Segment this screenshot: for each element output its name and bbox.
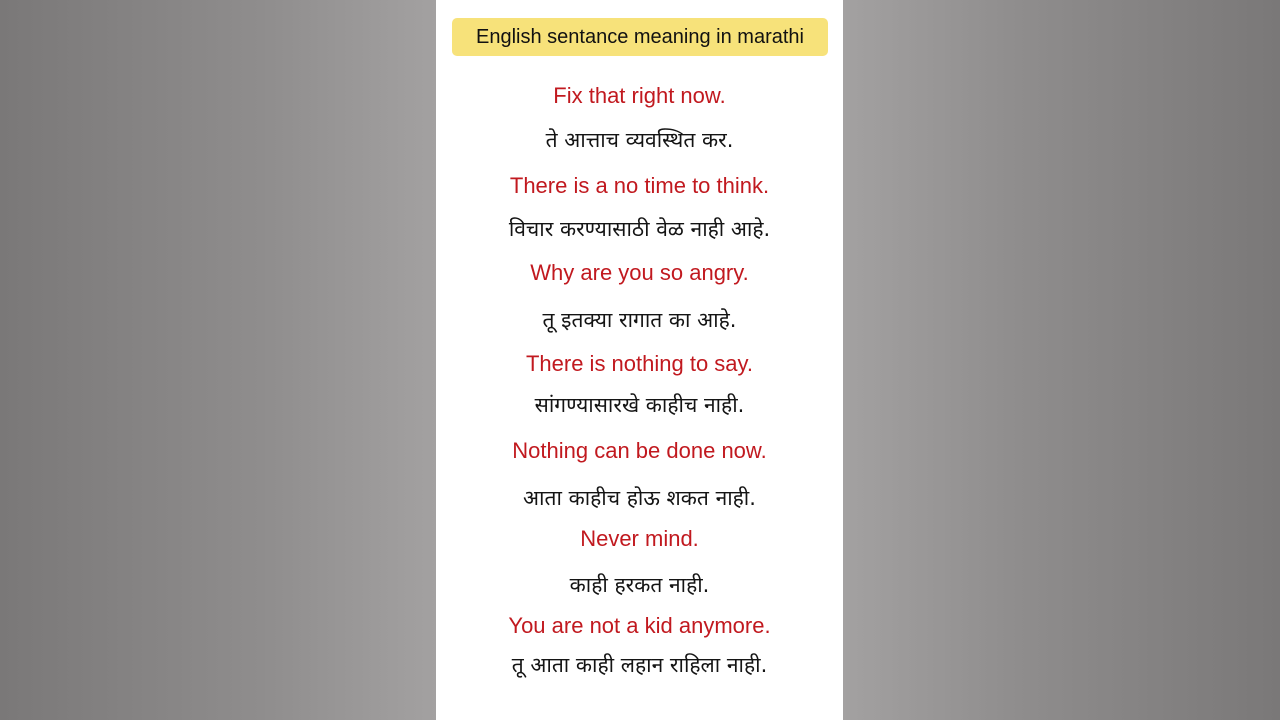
marathi-meaning-2: विचार करण्यासाठी वेळ नाही आहे. (508, 217, 771, 241)
english-sentence-4: There is nothing to say. (525, 351, 754, 376)
marathi-meaning-7: तू आता काही लहान राहिला नाही. (511, 653, 768, 677)
english-sentence-1: Fix that right now. (553, 83, 726, 108)
marathi-meaning-4: सांगण्यासारखे काहीच नाही. (534, 393, 745, 417)
content-card (436, 0, 843, 720)
english-sentence-5: Nothing can be done now. (512, 438, 767, 463)
english-sentence-2: There is a no time to think. (509, 173, 770, 198)
marathi-meaning-1: ते आत्ताच व्यवस्थित कर. (545, 128, 734, 152)
marathi-meaning-3: तू इतक्या रागात का आहे. (542, 308, 737, 332)
english-sentence-3: Why are you so angry. (530, 260, 749, 285)
english-sentence-7: You are not a kid anymore. (508, 613, 771, 638)
marathi-meaning-5: आता काहीच होऊ शकत नाही. (523, 486, 756, 510)
blurred-background-left (0, 0, 436, 720)
marathi-meaning-6: काही हरकत नाही. (569, 573, 710, 597)
english-sentence-6: Never mind. (580, 526, 699, 551)
page-title: English sentance meaning in marathi (452, 18, 828, 56)
blurred-background-right (843, 0, 1280, 720)
